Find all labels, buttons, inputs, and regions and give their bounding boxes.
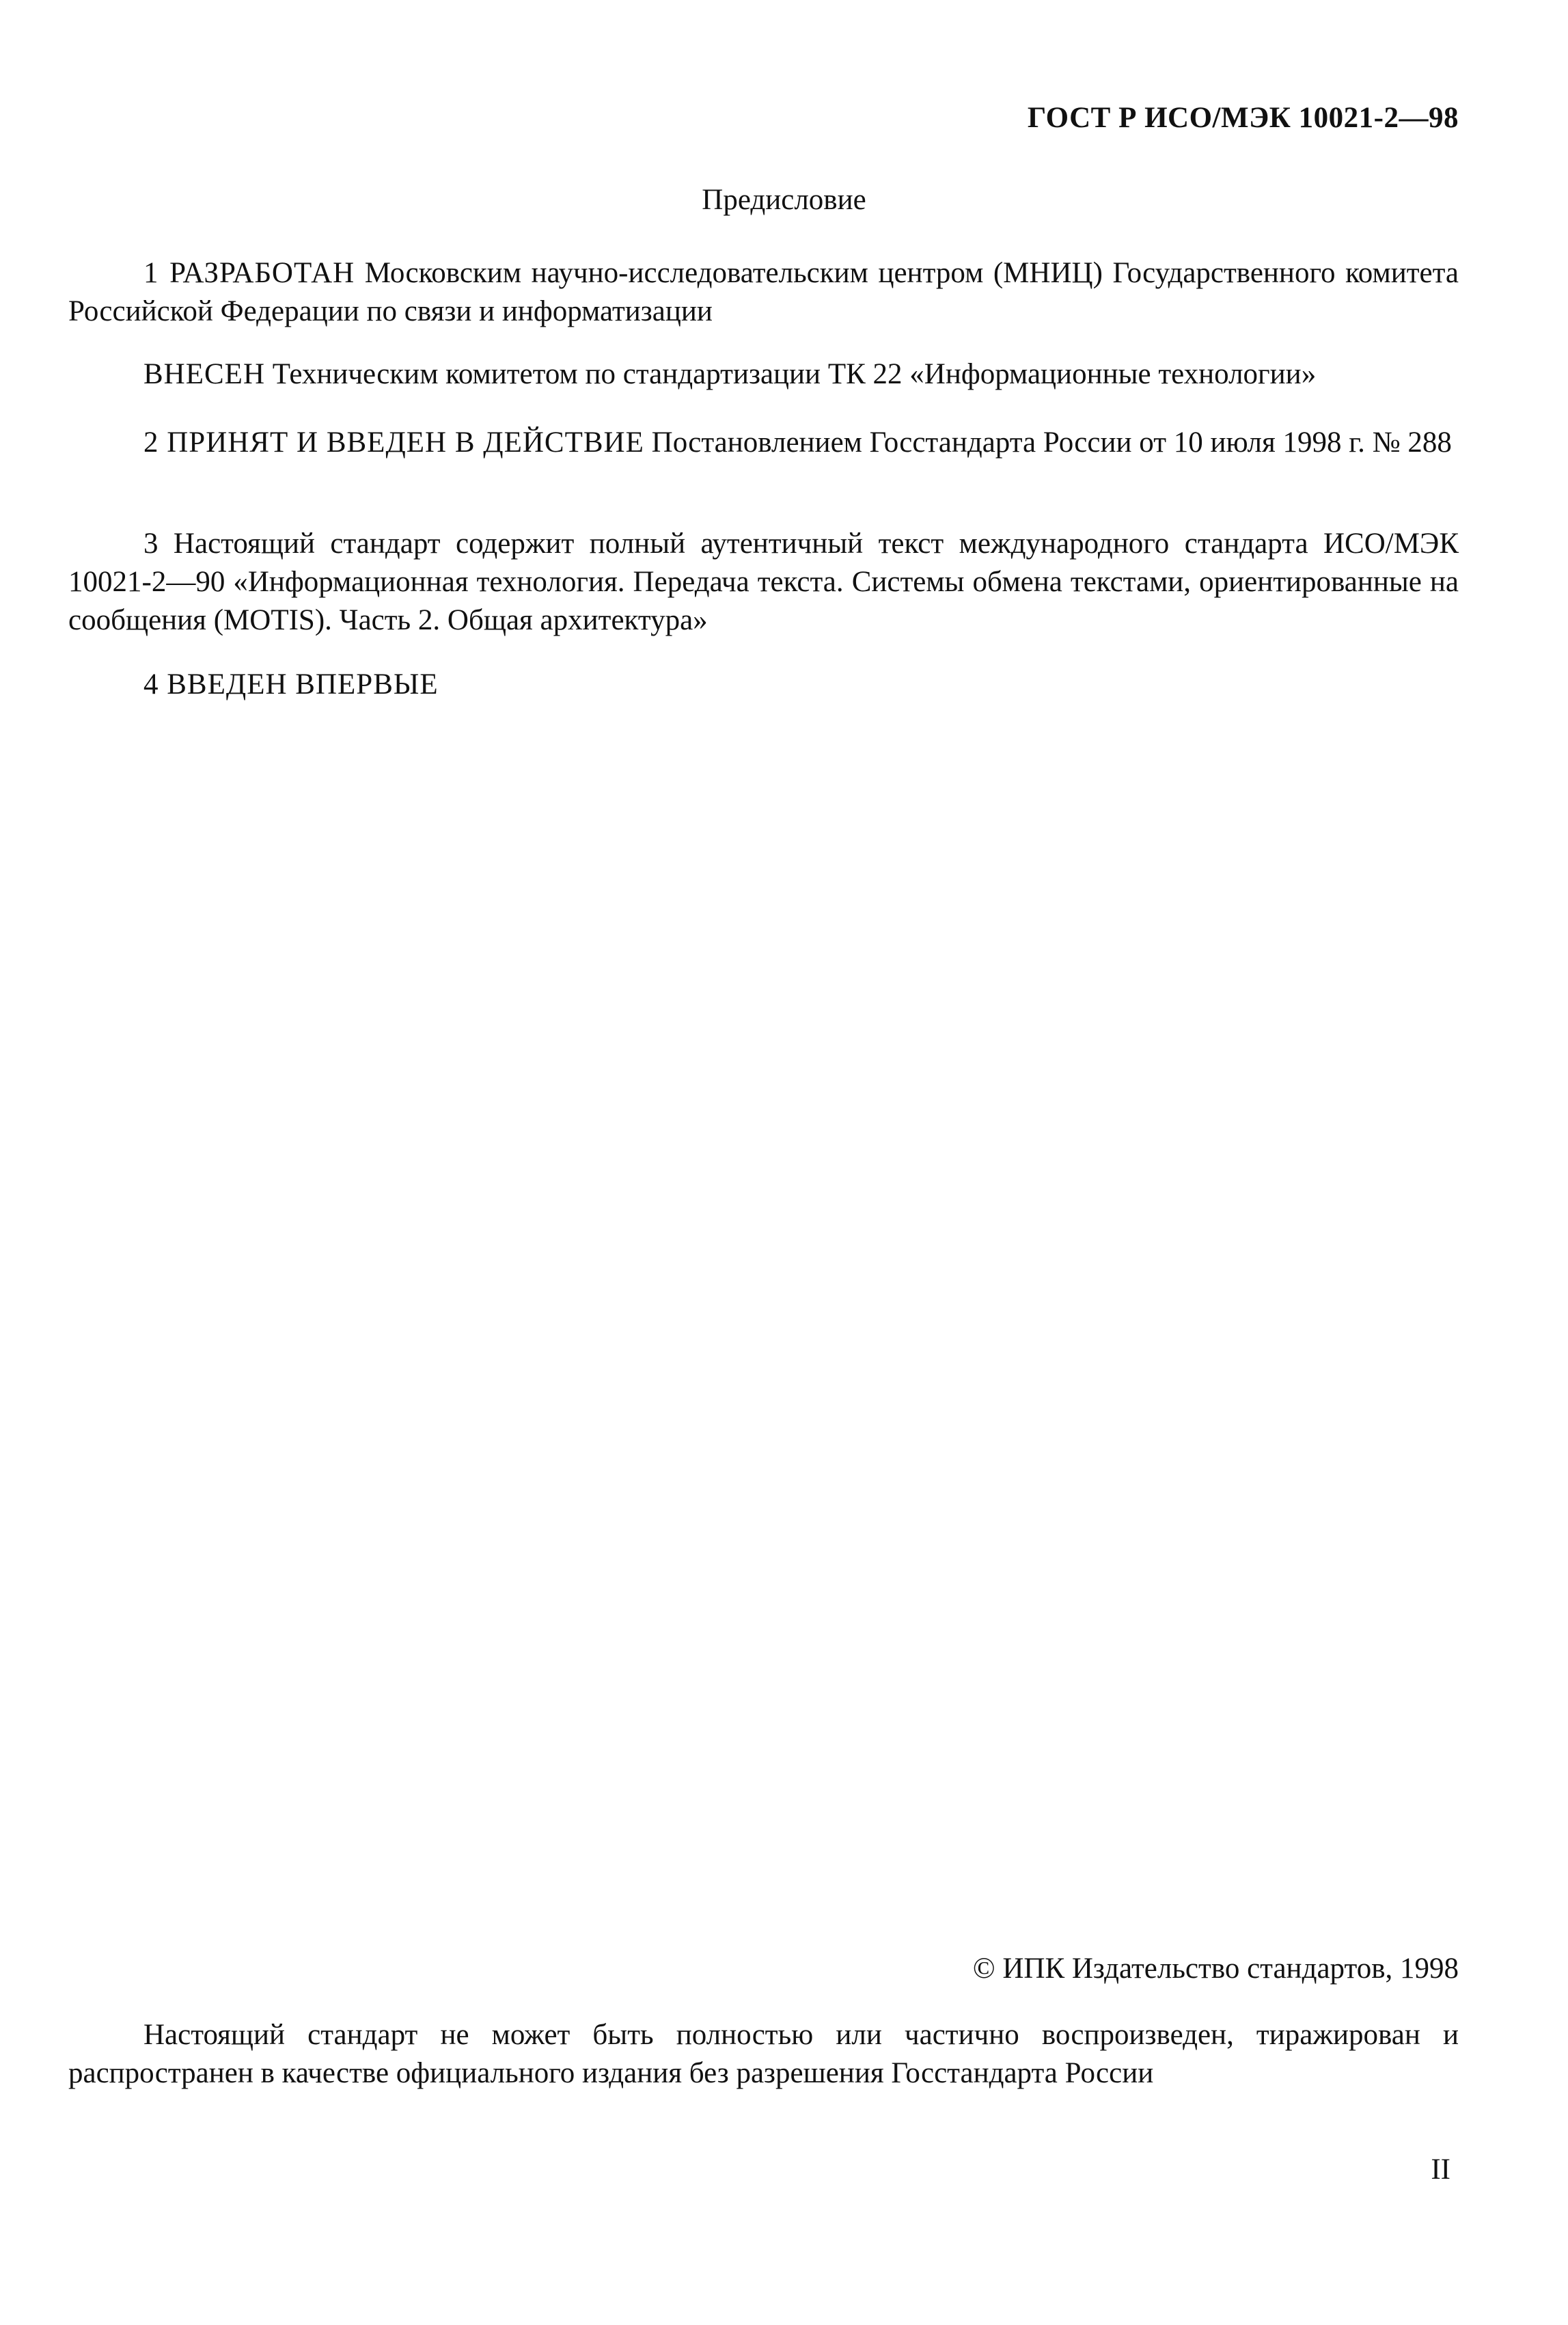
submitted-text: Техническим комитетом по стандартизации ТК 22 «Информационные технологии»	[265, 358, 1317, 390]
developed-label: 1 РАЗРАБОТАН	[143, 257, 355, 289]
developed-text: Московским научно-исследовательским центром (МНИЦ) Государственного комитета Российской Федерации по связи и информатизации	[68, 257, 1459, 327]
reproduction-notice: Настоящий стандарт не может быть полностью или частично воспроизведен, тиражирован и распространен в качестве официального издания без разрешения Госстандарта России	[68, 2019, 1459, 2089]
paragraph-developed-by	[68, 254, 1459, 331]
page-number: II	[1431, 2153, 1450, 2186]
adopted-text: Постановлением Госстандарта России от 10 июля 1998 г. № 288	[644, 426, 1452, 459]
paragraph-adopted	[68, 424, 1459, 462]
page-title: Предисловие	[702, 184, 866, 216]
standard-code-header: ГОСТ Р ИСО/МЭК 10021-2—98	[1027, 102, 1459, 134]
submitted-label: ВНЕСЕН	[143, 358, 265, 390]
paragraph-submitted-by	[68, 355, 1459, 394]
copyright-line: © ИПК Издательство стандартов, 1998	[972, 1953, 1459, 1985]
first-introduced-label: 4 ВВЕДЕН ВПЕРВЫЕ	[143, 668, 439, 701]
paragraph-first-introduced	[68, 666, 1459, 704]
paragraph-authentic-text: 3 Настоящий стандарт содержит полный аутентичный текст международного стандарта ИСО/МЭК 10021-2—90 «Информационная технология. Передача текста. Системы обмена текстами, ориентированные на сообщения (MOTIS). Часть 2. Общая архитектура»	[68, 528, 1459, 636]
adopted-label: 2 ПРИНЯТ И ВВЕДЕН В ДЕЙСТВИЕ	[143, 426, 644, 459]
